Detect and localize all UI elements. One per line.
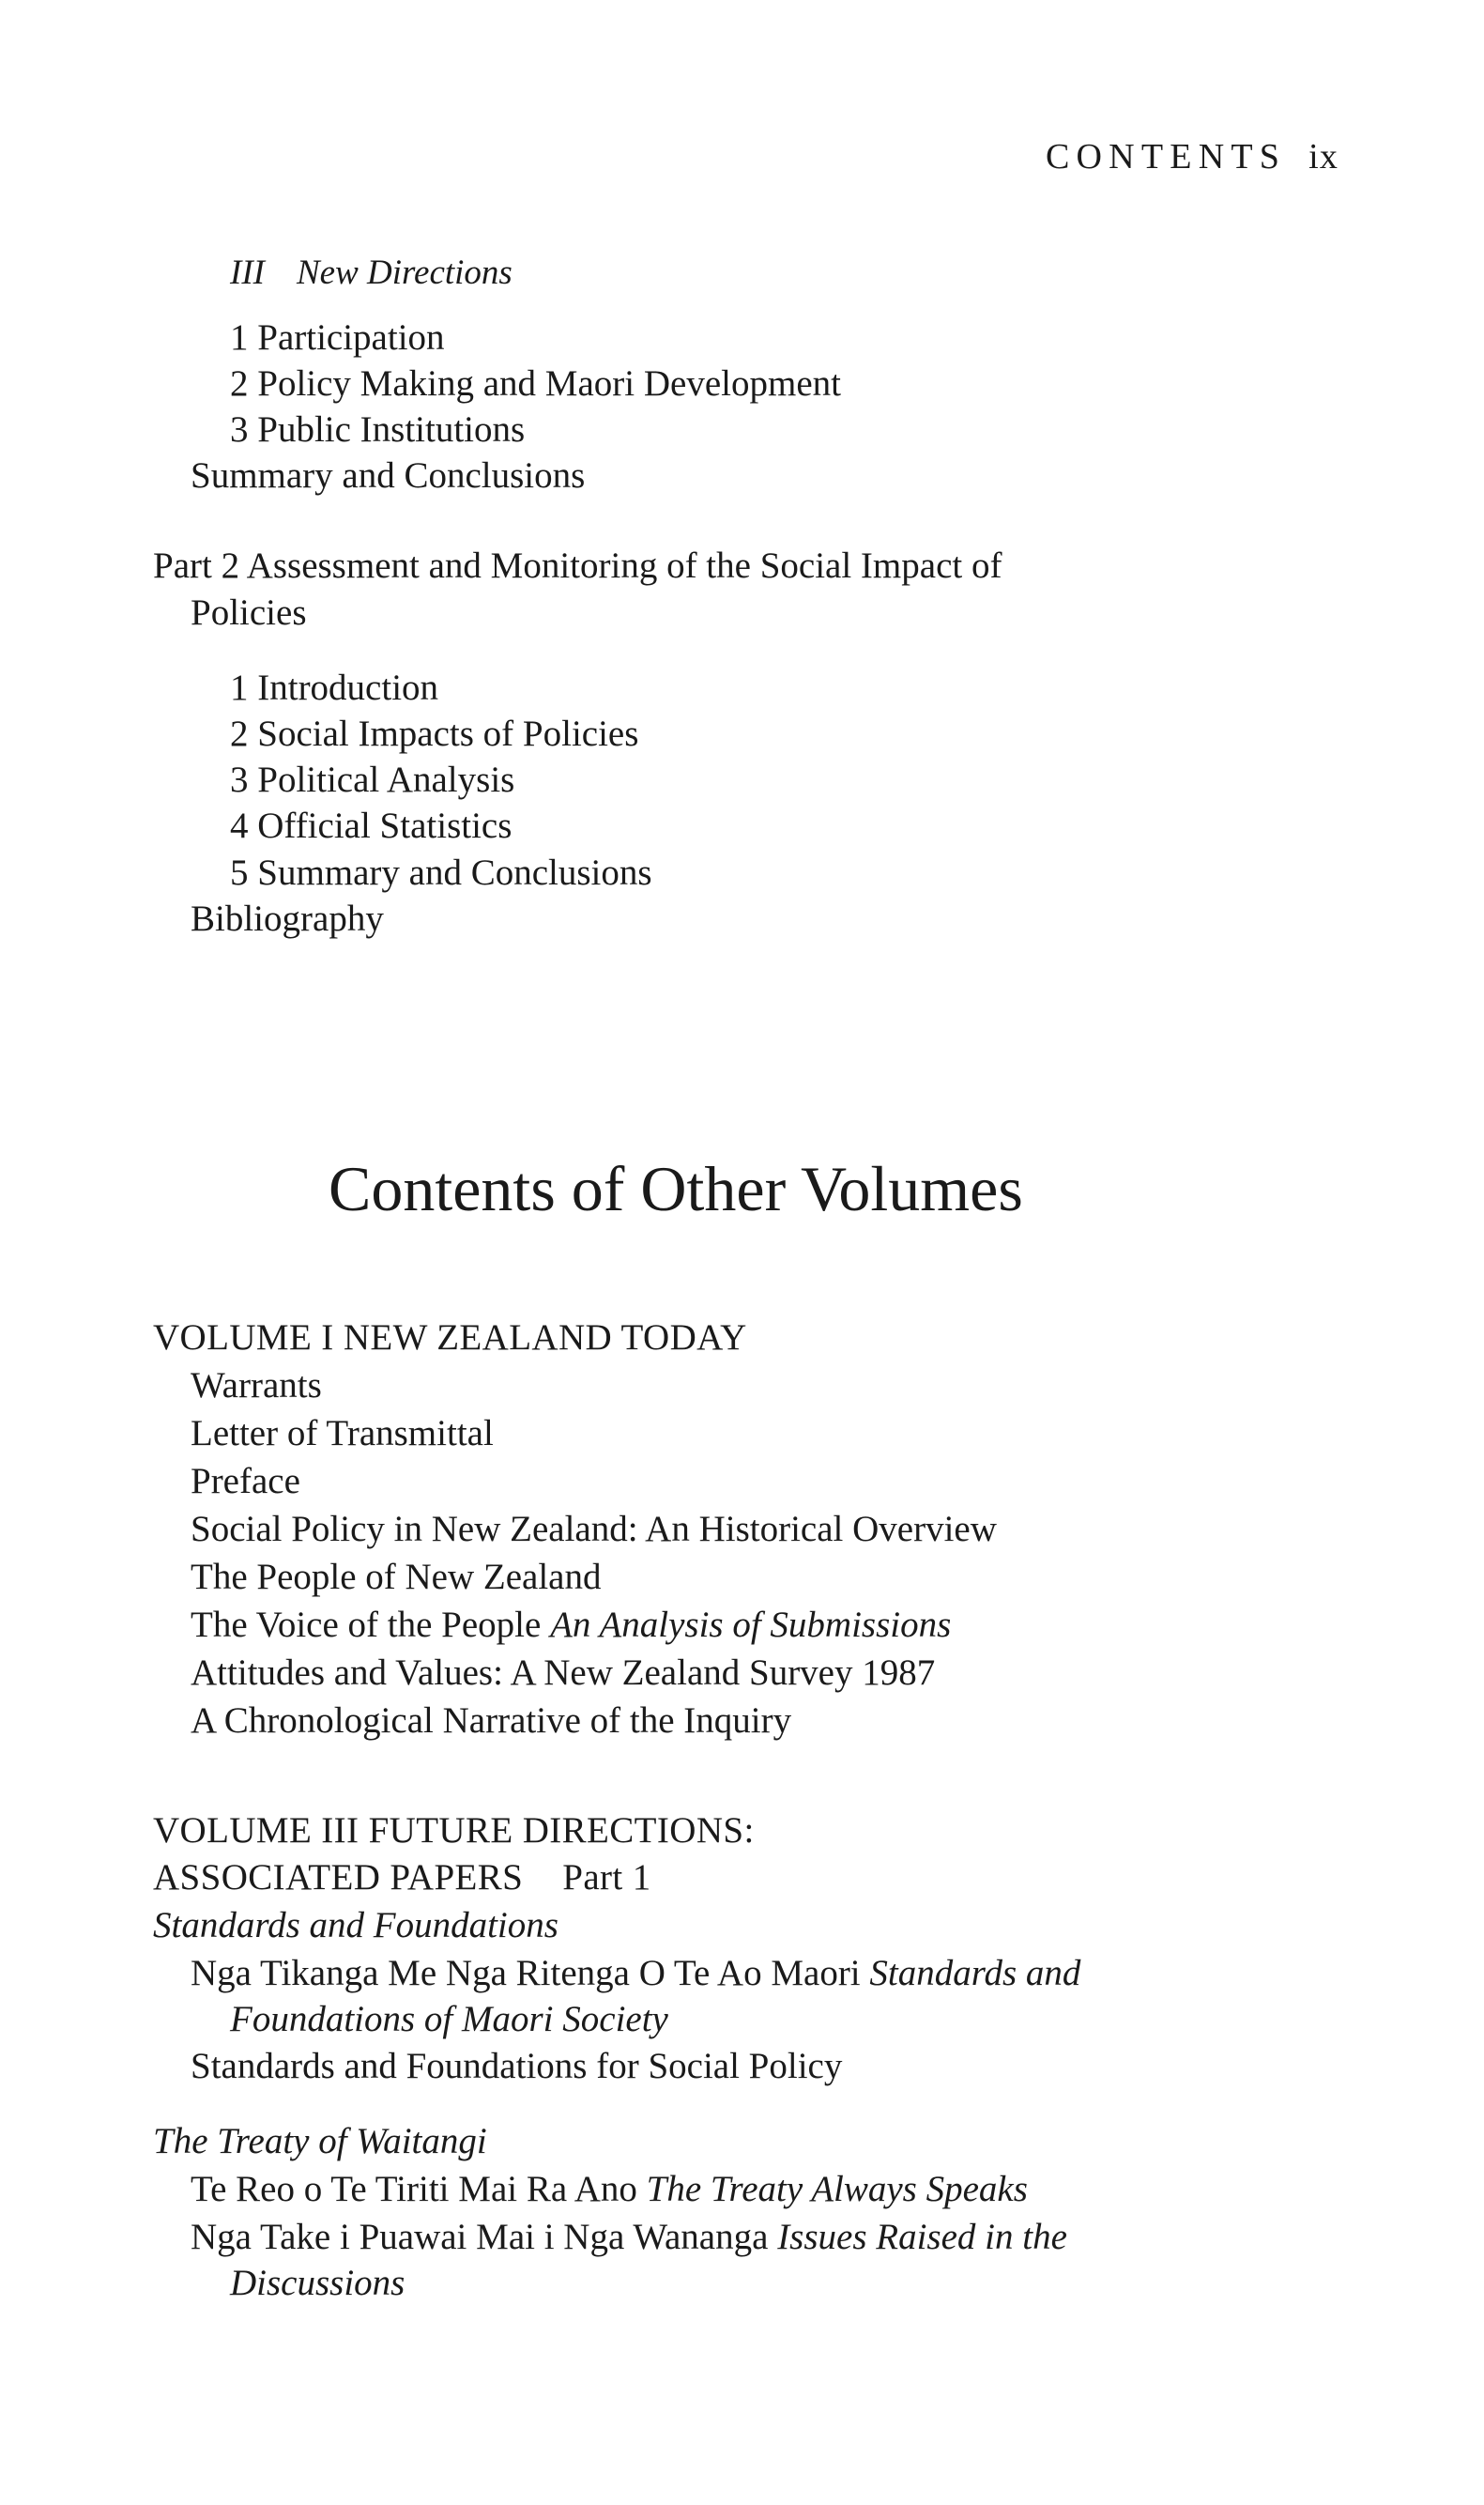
volume1-item-voice (191, 1606, 951, 1643)
part2-item: 1 Introduction (230, 668, 439, 708)
voice-subtitle: An Analysis of Submissions (550, 1605, 952, 1645)
section-iii-item: 1 Participation (230, 317, 445, 358)
part2-item: 2 Social Impacts of Policies (230, 714, 639, 754)
volume1-item: Letter of Transmittal (191, 1413, 494, 1453)
volume1-item: A Chronological Narrative of the Inquiry (191, 1700, 792, 1741)
part2-item: 5 Summary and Conclusions (230, 853, 652, 893)
standards-heading: Standards and Foundations (153, 1905, 558, 1945)
volume3-associated-papers: ASSOCIATED PAPERS (153, 1857, 524, 1898)
part2-item: 4 Official Statistics (230, 806, 513, 846)
volume1-heading: VOLUME I NEW ZEALAND TODAY (153, 1317, 747, 1358)
volume1-item: Warrants (191, 1365, 322, 1406)
part2-title: Part 2 Assessment and Monitoring of the Social Impact of (153, 546, 1002, 586)
section-iii-name: New Directions (296, 254, 513, 292)
section-iii-title (230, 255, 513, 290)
nga-take-text: Nga Take i Puawai Mai i Nga Wananga (191, 2217, 778, 2257)
section-iii-item: 2 Policy Making and Maori Development (230, 363, 841, 404)
section-iii-item: Summary and Conclusions (191, 455, 586, 496)
volume1-item: Social Policy in New Zealand: An Historical Overview (191, 1509, 997, 1549)
section-iii-roman: III (230, 254, 265, 292)
other-volumes-heading: Contents of Other Volumes (329, 1153, 1023, 1224)
volume1-item: Preface (191, 1461, 300, 1501)
te-reo-subtitle: The Treaty Always Speaks (646, 2169, 1028, 2209)
running-header (1046, 139, 1339, 175)
volume1-item: The People of New Zealand (191, 1557, 602, 1597)
part2-item: 3 Political Analysis (230, 760, 515, 800)
page-number: ix (1308, 137, 1339, 177)
part2-item: Bibliography (191, 899, 384, 939)
voice-text: The Voice of the People (191, 1605, 551, 1645)
volume3-part-label: Part 1 (562, 1857, 651, 1898)
part2-title-cont: Policies (191, 592, 307, 633)
te-reo-text: Te Reo o Te Tiriti Mai Ra Ano (191, 2169, 647, 2209)
treaty-heading: The Treaty of Waitangi (153, 2121, 487, 2161)
nga-tikanga-subtitle: Standards and (869, 1953, 1081, 1993)
section-iii-item: 3 Public Institutions (230, 409, 526, 450)
volume1-item: Attitudes and Values: A New Zealand Survey 1987 (191, 1652, 936, 1693)
nga-take-subtitle-cont: Discussions (230, 2263, 405, 2303)
treaty-item-nga-take (191, 2219, 1067, 2255)
standards-item-nga-tikanga (191, 1955, 1080, 1991)
volume3-heading-cont (153, 1859, 651, 1896)
standards-item: Standards and Foundations for Social Policy (191, 2046, 843, 2086)
nga-tikanga-text: Nga Tikanga Me Nga Ritenga O Te Ao Maori (191, 1953, 870, 1993)
volume3-heading: VOLUME III FUTURE DIRECTIONS: (153, 1810, 755, 1851)
header-label: CONTENTS (1045, 137, 1287, 177)
nga-take-subtitle: Issues Raised in the (777, 2217, 1067, 2257)
treaty-item-te-reo (191, 2171, 1028, 2207)
nga-tikanga-subtitle-cont: Foundations of Maori Society (230, 1999, 668, 2039)
